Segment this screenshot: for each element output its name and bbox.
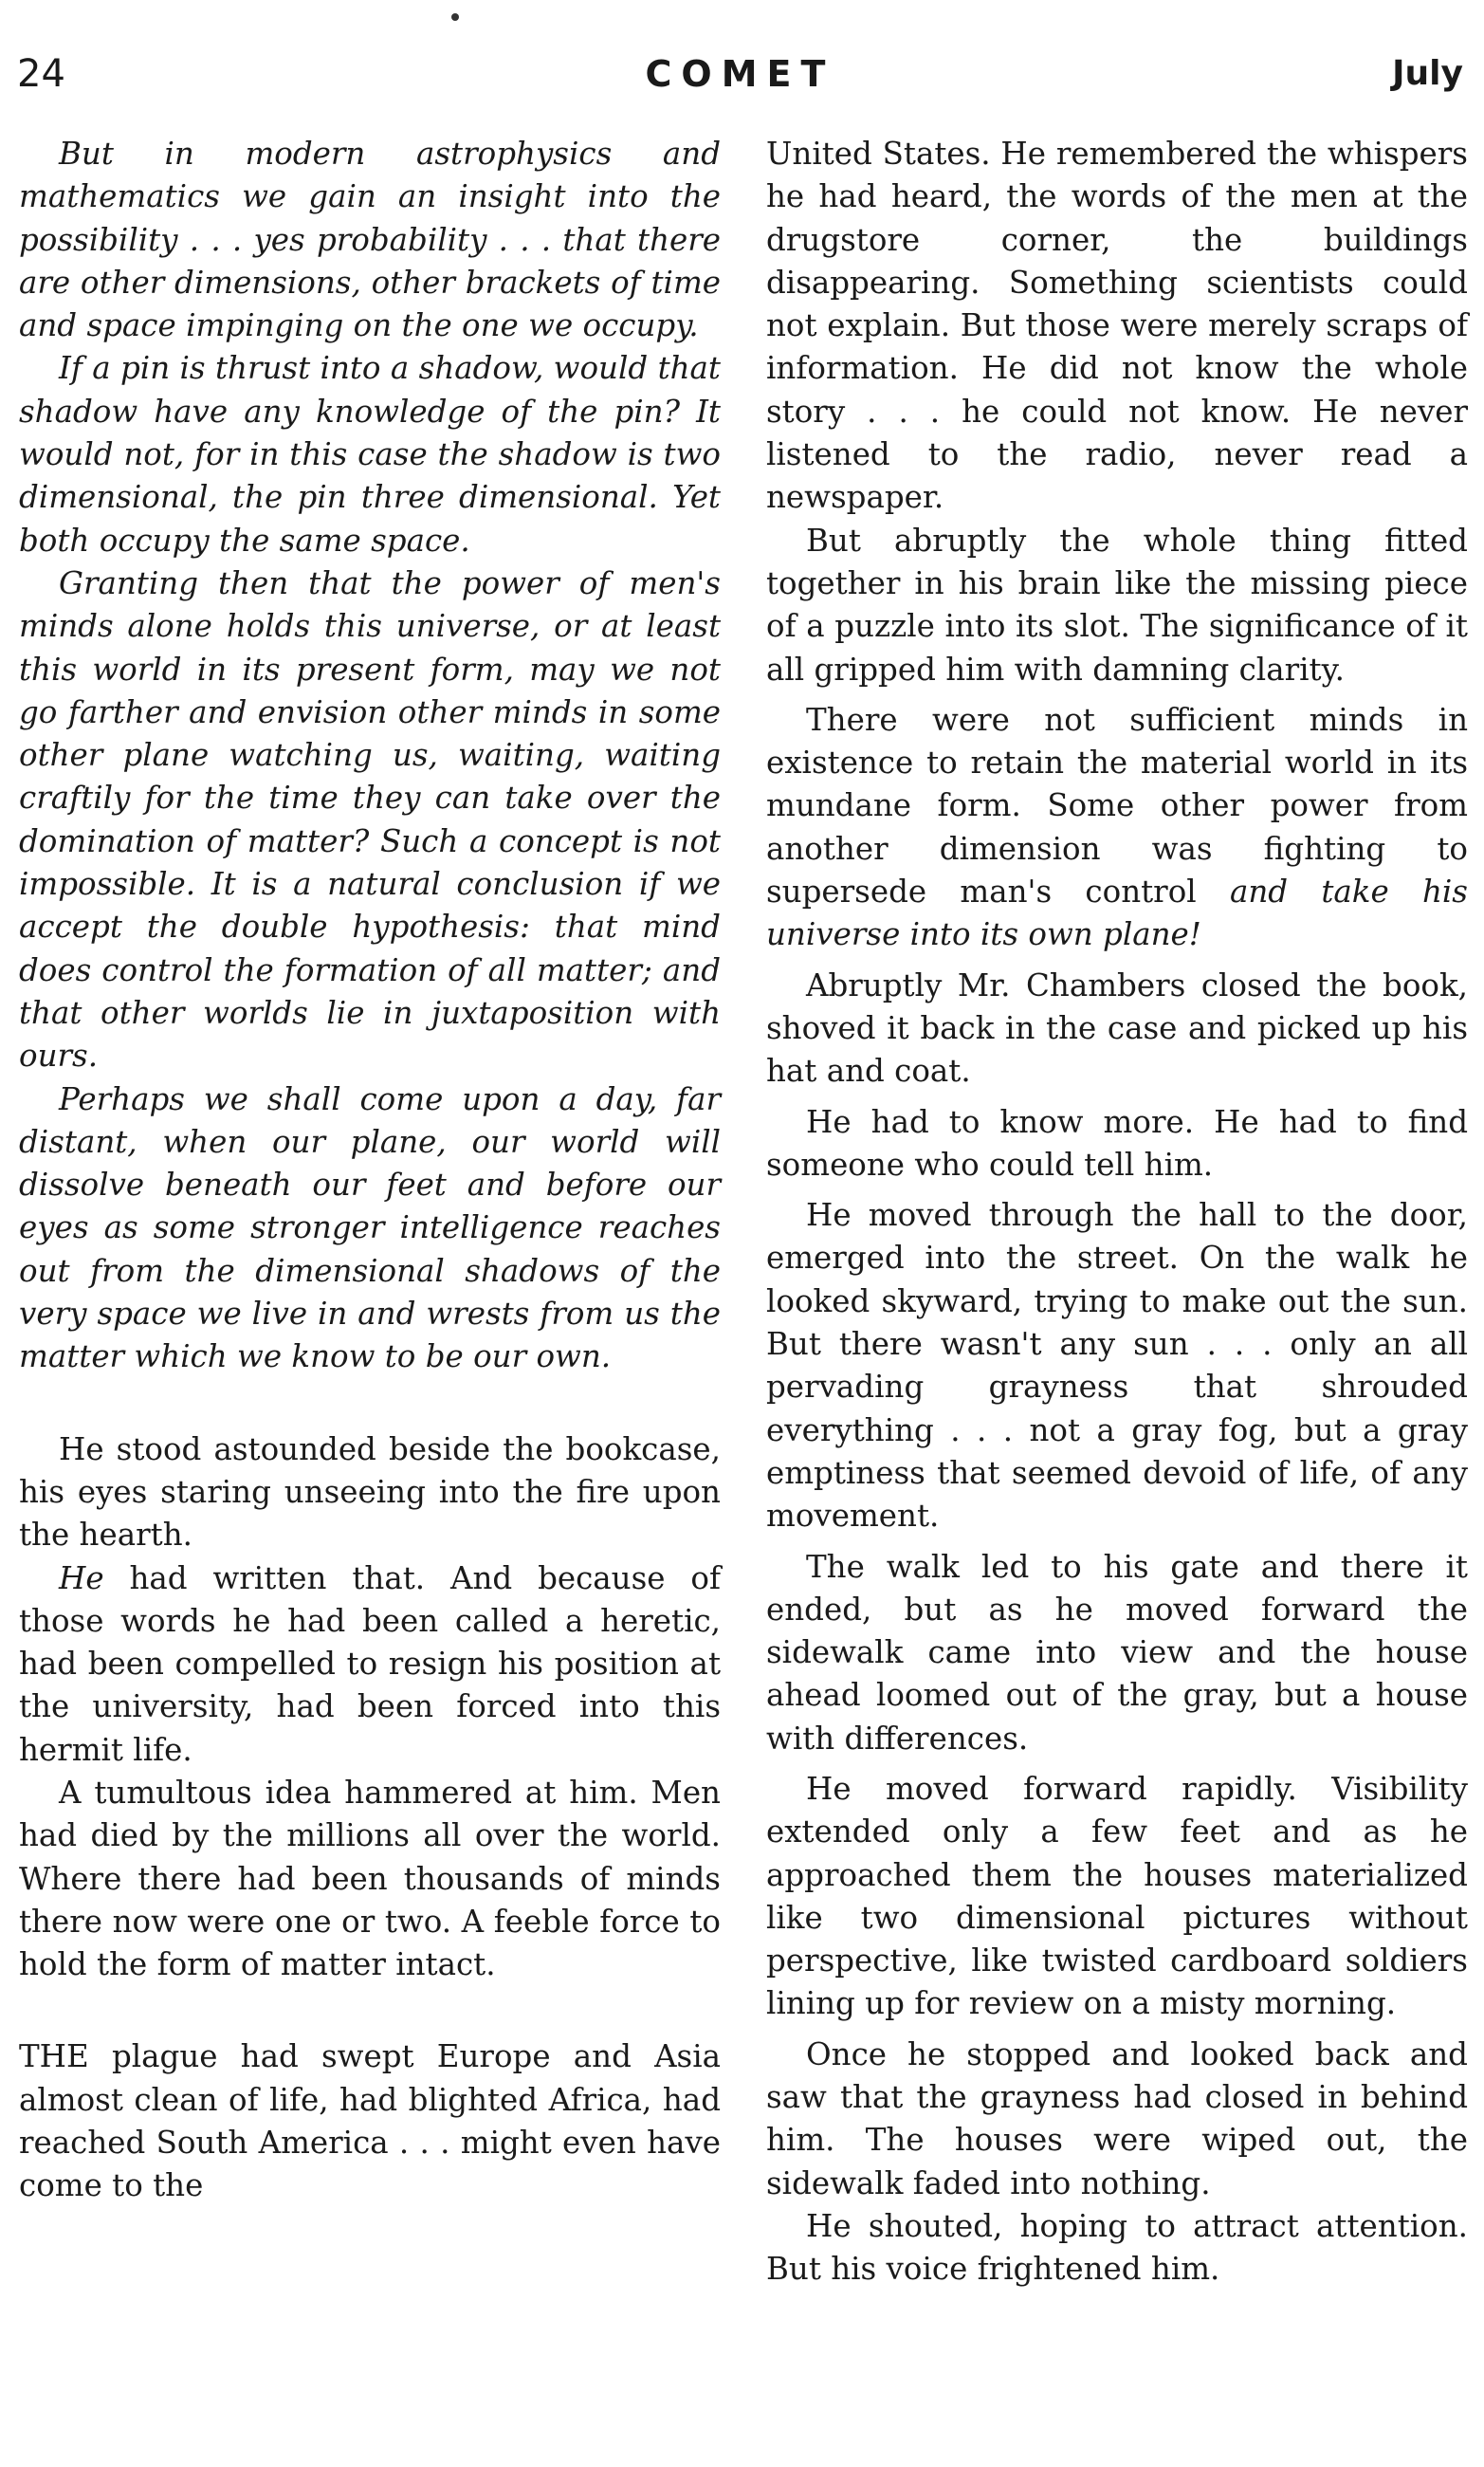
body-paragraph: He stood astounded beside the bookcase, his eyes staring unseeing into the fire upon the hearth. <box>19 1430 721 1554</box>
quote-paragraph: Perhaps we shall come upon a day, far distant, when our plane, our world will dissolve beneath our feet and before our eyes as some stronger intelligence reaches out from the dimensional shadows of the very space we live in and wrests from us the matter which we know to be our own. <box>19 1080 721 1375</box>
section-opening-paragraph: THE plague had swept Europe and Asia almost clean of life, had blighted Africa, had reached South America . . . might even have come to the <box>19 2038 721 2204</box>
ink-speck <box>451 13 459 21</box>
body-paragraph: He had to know more. He had to find someone who could tell him. <box>766 1103 1468 1183</box>
body-paragraph: Abruptly Mr. Chambers closed the book, shoved it back in the case and picked up his hat and coat. <box>766 967 1468 1090</box>
body-paragraph: He moved through the hall to the door, emerged into the street. On the walk he looked skyward, trying to make out the sun. But there wasn't any sun . . . only an all pervading grayness that shrouded everything . . . not a gray fog, but a gray emptiness that seemed devoid of life, of any movement. <box>766 1197 1468 1535</box>
body-paragraph: He shouted, hoping to attract attention. But his voice frightened him. <box>766 2207 1468 2288</box>
body-paragraph: He moved forward rapidly. Visibility extended only a few feet and as he approached them the houses materialized like two dimensional pictures without perspective, like twisted cardboard soldiers lining up for review on a misty morning. <box>766 1770 1468 2022</box>
emphasis-he: He <box>59 1559 104 1596</box>
body-paragraph <box>19 1557 721 1772</box>
quote-paragraph: Granting then that the power of men's minds alone holds this universe, or at least this world in its present form, may we not go farther and envision other minds in some other plane watching us, waiting, waiting craftily for the time they can take over the domination of matter? Such a concept is not impossible. It is a natural conclusion if we accept the double hypothesis: that mind does control the formation of all matter; and that other worlds lie in juxtaposition with ours. <box>19 564 721 1075</box>
body-text: had written that. And because of those words he had been called a heretic, had been compelled to resign his position at the university, had been forced into this hermit life. <box>19 1559 721 1768</box>
body-paragraph: A tumultous idea hammered at him. Men had died by the millions all over the world. Where there had been thousands of minds there now were one or two. A feeble force to hold the form of matter intact. <box>19 1774 721 1983</box>
body-paragraph: The walk led to his gate and there it ended, but as he moved forward the sidewalk came into view and the house ahead loomed out of the gray, but a house with differences. <box>766 1548 1468 1757</box>
quote-paragraph: If a pin is thrust into a shadow, would that shadow have any knowledge of the pin? It would not, for in this case the shadow is two dimensional, the pin three dimensional. Yet both occupy the same space. <box>19 350 721 559</box>
body-paragraph <box>766 699 1468 957</box>
body-paragraph: But abruptly the whole thing fitted together in his brain like the missing piece of a puzzle into its slot. The significance of it all gripped him with damning clarity. <box>766 522 1468 688</box>
page-number: 24 <box>17 52 65 96</box>
magazine-title: COMET <box>645 53 835 95</box>
emphasis-text: and take his universe into its own plane! <box>766 874 1468 953</box>
quote-paragraph: But in modern astrophysics and mathematics we gain an insight into the possibility . . . yes probability . . . that there are other dimensions, other brackets of time and space impinging on the one we occupy. <box>19 136 721 344</box>
page-header <box>17 46 1463 102</box>
body-paragraph: Once he stopped and looked back and saw that the grayness had closed in behind him. The houses were wiped out, the sidewalk faded into nothing. <box>766 2035 1468 2201</box>
issue-month: July <box>1392 54 1463 93</box>
right-column <box>766 133 1468 2292</box>
left-column <box>19 133 721 2208</box>
body-paragraph: United States. He remembered the whispers he had heard, the words of the men at the drugstore corner, the buildings disappearing. Something scientists could not explain. But those were merely scraps of information. He did not know the whole story . . . he could not know. He never listened to the radio, never read a newspaper. <box>766 136 1468 516</box>
body-text: There were not sufficient minds in existence to retain the material world in its mundane form. Some other power from another dimension was fighting to supersede man's control <box>766 701 1468 911</box>
